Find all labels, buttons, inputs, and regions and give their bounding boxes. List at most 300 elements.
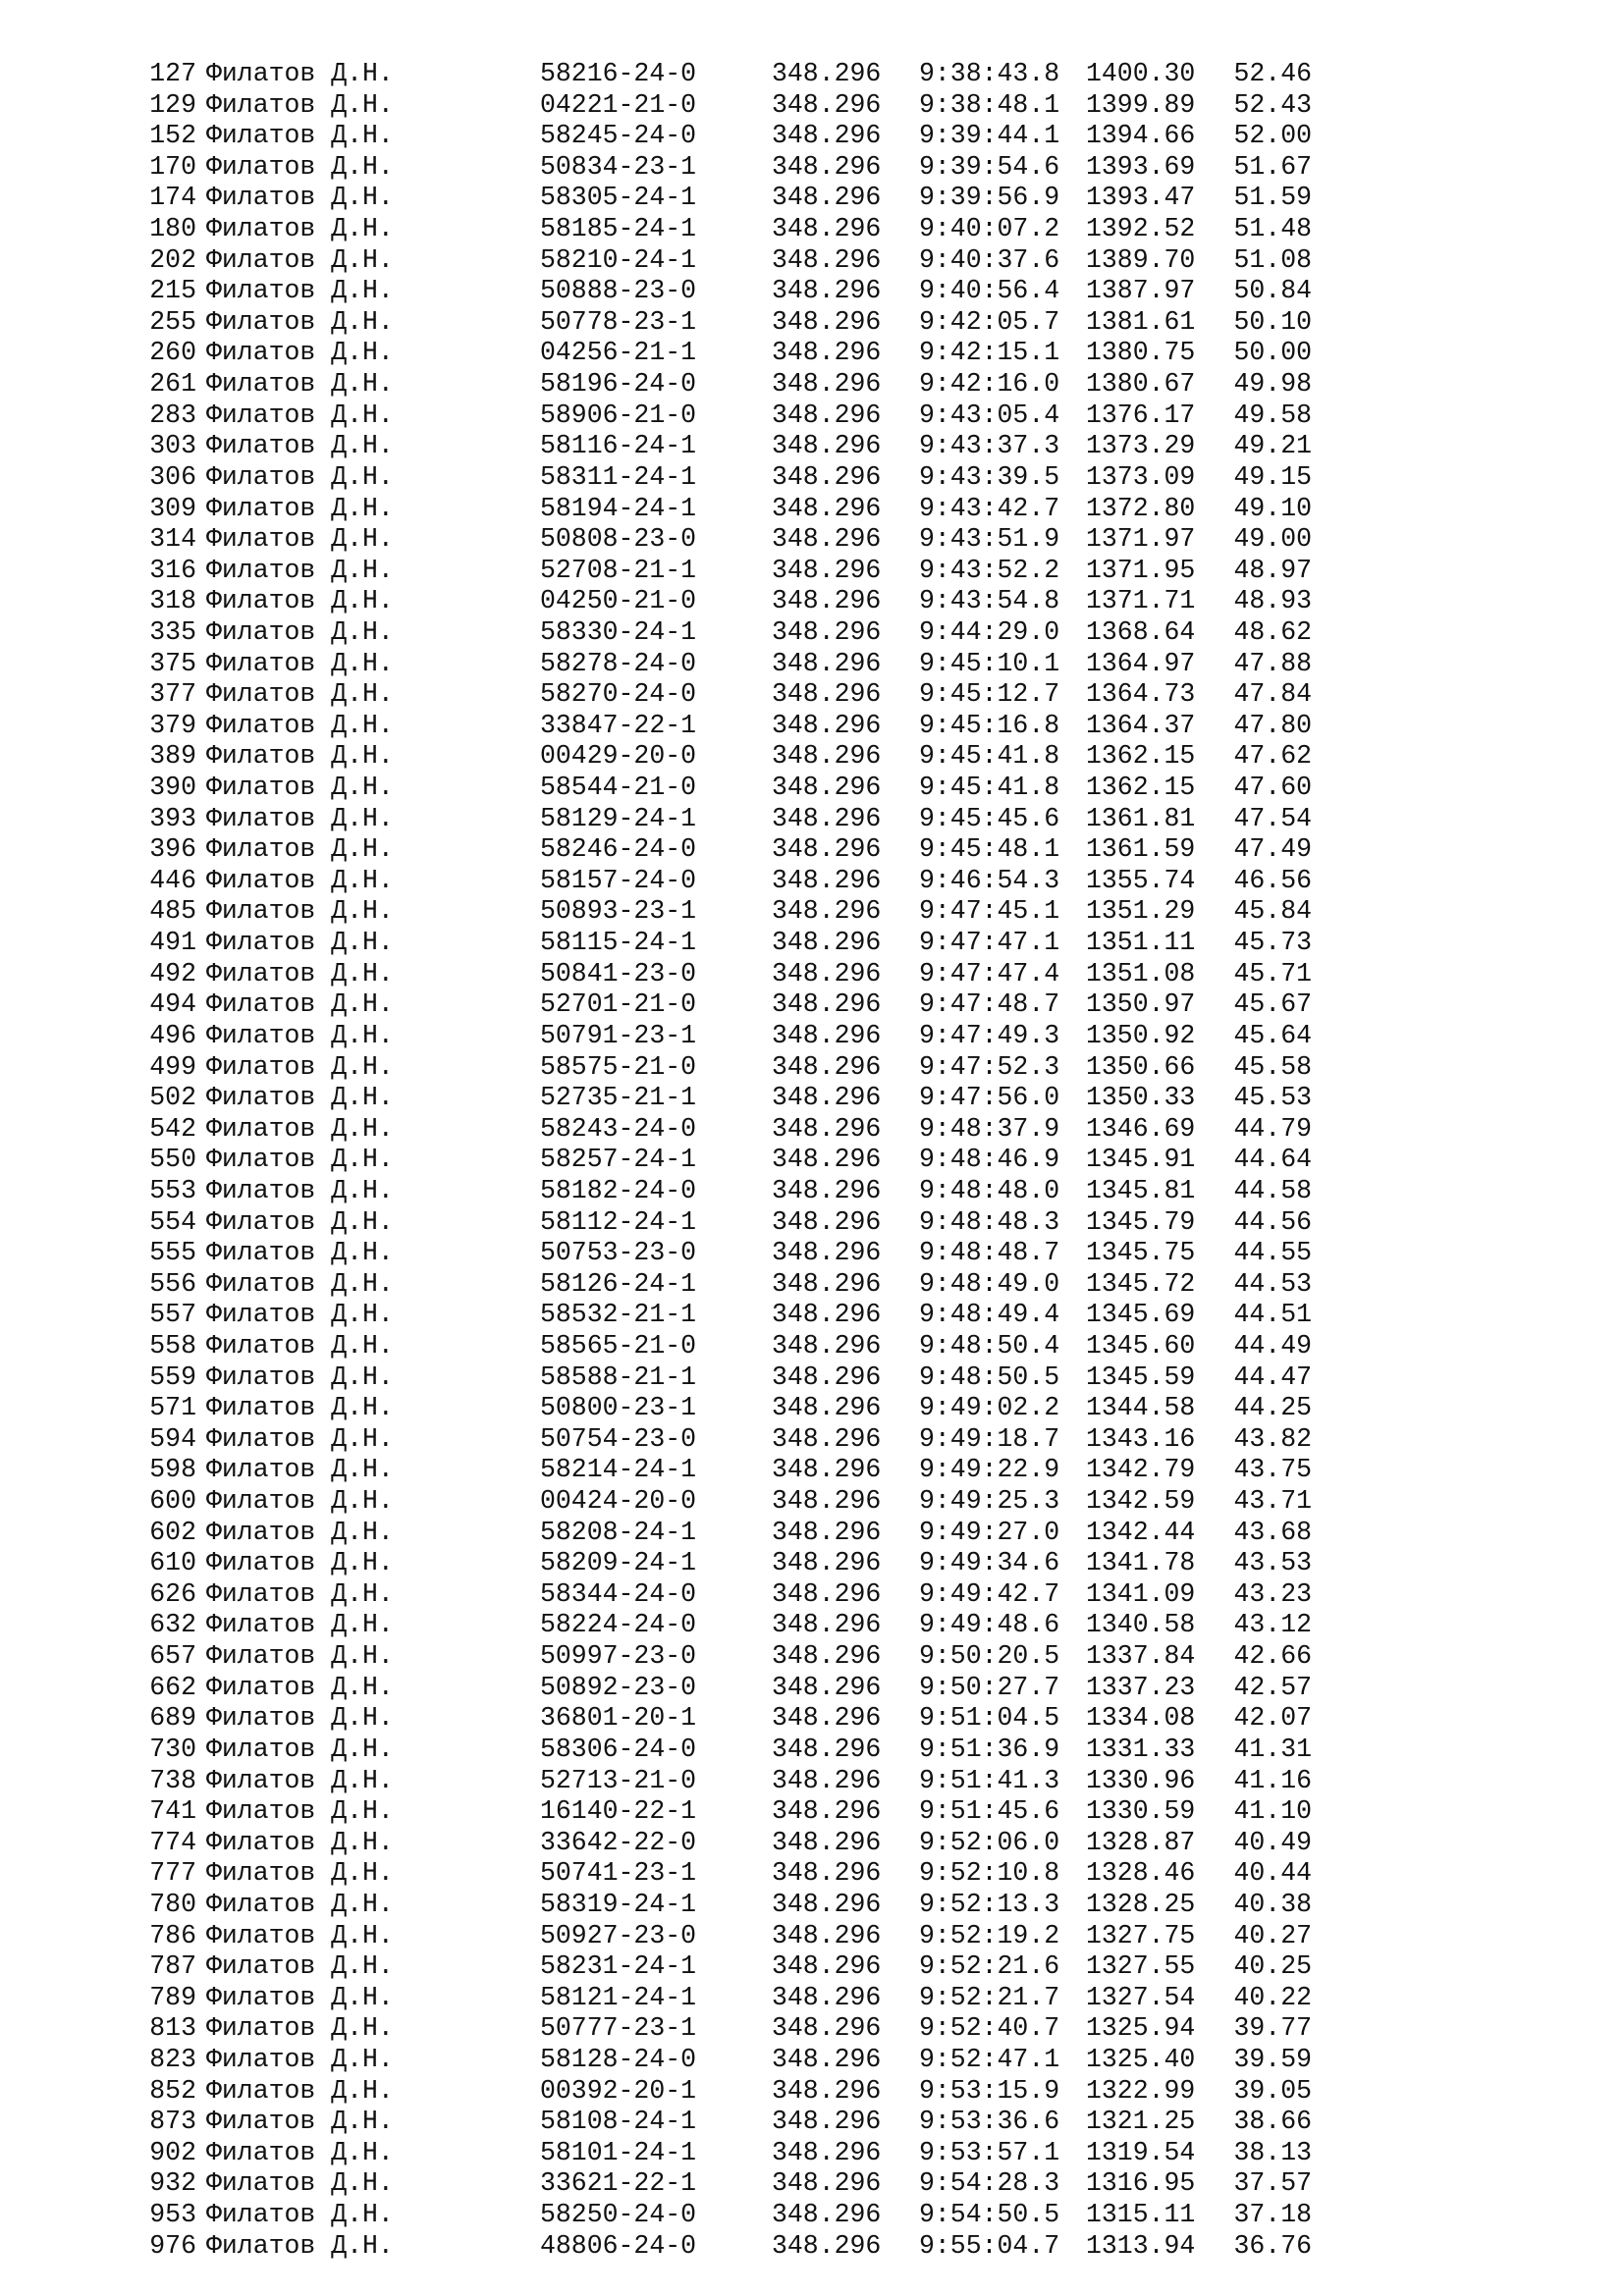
arrival-time: 9:38:43.8: [919, 59, 1060, 88]
speed-value: 1321.25: [1086, 2107, 1196, 2137]
arrival-time: 9:47:48.7: [919, 989, 1060, 1020]
arrival-time: 9:52:21.7: [919, 1982, 1060, 2012]
points-value: 45.84: [1233, 896, 1312, 927]
speed-value: 1364.73: [1086, 679, 1196, 710]
arrival-time: 9:48:48.3: [919, 1206, 1060, 1237]
place-number: 283: [149, 400, 196, 430]
fancier-name: Филатов Д.Н.: [206, 896, 394, 927]
result-row: [0, 959, 1624, 990]
arrival-time: 9:52:10.8: [919, 1858, 1060, 1889]
fancier-name: Филатов Д.Н.: [206, 1486, 394, 1517]
ring-number: 58906-21-0: [540, 400, 697, 430]
result-row: [0, 2168, 1624, 2200]
fancier-name: Филатов Д.Н.: [206, 555, 394, 585]
distance-value: 348.296: [772, 803, 882, 833]
ring-number: 33621-22-1: [540, 2168, 697, 2199]
speed-value: 1342.79: [1086, 1455, 1196, 1485]
points-value: 50.00: [1233, 338, 1312, 368]
distance-value: 348.296: [772, 958, 882, 988]
distance-value: 348.296: [772, 1083, 882, 1113]
place-number: 741: [149, 1796, 196, 1827]
ring-number: 58196-24-0: [540, 369, 697, 400]
ring-number: 58157-24-0: [540, 865, 697, 895]
distance-value: 348.296: [772, 214, 882, 244]
fancier-name: Филатов Д.Н.: [206, 1423, 394, 1454]
ring-number: 50841-23-0: [540, 958, 697, 988]
distance-value: 348.296: [772, 121, 882, 151]
fancier-name: Филатов Д.Н.: [206, 1796, 394, 1827]
place-number: 379: [149, 710, 196, 740]
result-row: [0, 2013, 1624, 2045]
ring-number: 00392-20-1: [540, 2075, 697, 2106]
ring-number: 50791-23-1: [540, 1020, 697, 1050]
distance-value: 348.296: [772, 1734, 882, 1764]
distance-value: 348.296: [772, 183, 882, 213]
distance-value: 348.296: [772, 1889, 882, 1919]
result-row: [0, 1641, 1624, 1673]
arrival-time: 9:54:28.3: [919, 2168, 1060, 2199]
ring-number: 58194-24-1: [540, 493, 697, 523]
points-value: 39.77: [1233, 2013, 1312, 2044]
ring-number: 04256-21-1: [540, 338, 697, 368]
distance-value: 348.296: [772, 1796, 882, 1827]
place-number: 610: [149, 1548, 196, 1578]
place-number: 555: [149, 1238, 196, 1268]
speed-value: 1345.91: [1086, 1145, 1196, 1175]
points-value: 40.38: [1233, 1889, 1312, 1919]
speed-value: 1337.23: [1086, 1672, 1196, 1702]
points-value: 52.46: [1233, 59, 1312, 88]
place-number: 902: [149, 2137, 196, 2167]
arrival-time: 9:45:41.8: [919, 773, 1060, 803]
place-number: 594: [149, 1423, 196, 1454]
arrival-time: 9:52:06.0: [919, 1827, 1060, 1857]
speed-value: 1340.58: [1086, 1610, 1196, 1640]
points-value: 45.67: [1233, 989, 1312, 1020]
ring-number: 33642-22-0: [540, 1827, 697, 1857]
place-number: 215: [149, 276, 196, 306]
fancier-name: Филатов Д.Н.: [206, 1238, 394, 1268]
arrival-time: 9:51:41.3: [919, 1765, 1060, 1795]
result-row: [0, 1951, 1624, 1983]
place-number: 127: [149, 59, 196, 88]
distance-value: 348.296: [772, 773, 882, 803]
ring-number: 58257-24-1: [540, 1145, 697, 1175]
fancier-name: Филатов Д.Н.: [206, 1610, 394, 1640]
fancier-name: Филатов Д.Н.: [206, 244, 394, 275]
result-row: [0, 1610, 1624, 1641]
result-row: [0, 928, 1624, 959]
place-number: 559: [149, 1362, 196, 1392]
distance-value: 348.296: [772, 1951, 882, 1982]
points-value: 49.58: [1233, 400, 1312, 430]
place-number: 174: [149, 183, 196, 213]
ring-number: 50893-23-1: [540, 896, 697, 927]
distance-value: 348.296: [772, 1300, 882, 1330]
ring-number: 33847-22-1: [540, 710, 697, 740]
distance-value: 348.296: [772, 989, 882, 1020]
distance-value: 348.296: [772, 1920, 882, 1950]
points-value: 44.79: [1233, 1113, 1312, 1144]
fancier-name: Филатов Д.Н.: [206, 1051, 394, 1082]
result-row: [0, 307, 1624, 339]
ring-number: 58185-24-1: [540, 214, 697, 244]
fancier-name: Филатов Д.Н.: [206, 59, 394, 88]
distance-value: 348.296: [772, 1362, 882, 1392]
points-value: 42.57: [1233, 1672, 1312, 1702]
ring-number: 58208-24-1: [540, 1517, 697, 1547]
result-row: [0, 1796, 1624, 1828]
distance-value: 348.296: [772, 1827, 882, 1857]
arrival-time: 9:42:15.1: [919, 338, 1060, 368]
ring-number: 52713-21-0: [540, 1765, 697, 1795]
distance-value: 348.296: [772, 679, 882, 710]
speed-value: 1328.25: [1086, 1889, 1196, 1919]
arrival-time: 9:47:56.0: [919, 1083, 1060, 1113]
ring-number: 58532-21-1: [540, 1300, 697, 1330]
place-number: 389: [149, 741, 196, 772]
points-value: 47.88: [1233, 648, 1312, 678]
fancier-name: Филатов Д.Н.: [206, 958, 394, 988]
distance-value: 348.296: [772, 2230, 882, 2261]
distance-value: 348.296: [772, 741, 882, 772]
fancier-name: Филатов Д.Н.: [206, 834, 394, 865]
speed-value: 1342.44: [1086, 1517, 1196, 1547]
ring-number: 58344-24-0: [540, 1578, 697, 1609]
arrival-time: 9:47:47.4: [919, 958, 1060, 988]
place-number: 375: [149, 648, 196, 678]
points-value: 44.56: [1233, 1206, 1312, 1237]
ring-number: 58231-24-1: [540, 1951, 697, 1982]
ring-number: 58305-24-1: [540, 183, 697, 213]
distance-value: 348.296: [772, 431, 882, 461]
arrival-time: 9:43:54.8: [919, 586, 1060, 616]
fancier-name: Филатов Д.Н.: [206, 1578, 394, 1609]
place-number: 542: [149, 1113, 196, 1144]
result-row: [0, 1114, 1624, 1146]
result-row: [0, 1207, 1624, 1239]
arrival-time: 9:43:51.9: [919, 524, 1060, 555]
place-number: 571: [149, 1393, 196, 1423]
place-number: 556: [149, 1268, 196, 1299]
place-number: 492: [149, 958, 196, 988]
result-row: [0, 679, 1624, 711]
arrival-time: 9:45:48.1: [919, 834, 1060, 865]
arrival-time: 9:40:56.4: [919, 276, 1060, 306]
result-row: [0, 2045, 1624, 2076]
arrival-time: 9:52:21.6: [919, 1951, 1060, 1982]
ring-number: 58108-24-1: [540, 2107, 697, 2137]
speed-value: 1351.08: [1086, 958, 1196, 988]
place-number: 774: [149, 1827, 196, 1857]
arrival-time: 9:48:46.9: [919, 1145, 1060, 1175]
place-number: 689: [149, 1703, 196, 1734]
result-row: [0, 1362, 1624, 1394]
fancier-name: Филатов Д.Н.: [206, 400, 394, 430]
points-value: 47.62: [1233, 741, 1312, 772]
arrival-time: 9:48:50.4: [919, 1330, 1060, 1361]
place-number: 318: [149, 586, 196, 616]
speed-value: 1334.08: [1086, 1703, 1196, 1734]
fancier-name: Филатов Д.Н.: [206, 1113, 394, 1144]
place-number: 976: [149, 2230, 196, 2261]
fancier-name: Филатов Д.Н.: [206, 276, 394, 306]
points-value: 50.84: [1233, 276, 1312, 306]
result-row: [0, 1393, 1624, 1424]
fancier-name: Филатов Д.Н.: [206, 928, 394, 958]
fancier-name: Филатов Д.Н.: [206, 2168, 394, 2199]
speed-value: 1330.59: [1086, 1796, 1196, 1827]
arrival-time: 9:39:56.9: [919, 183, 1060, 213]
place-number: 550: [149, 1145, 196, 1175]
result-row: [0, 617, 1624, 649]
distance-value: 348.296: [772, 1858, 882, 1889]
distance-value: 348.296: [772, 865, 882, 895]
place-number: 335: [149, 616, 196, 647]
result-row: [0, 59, 1624, 90]
points-value: 44.51: [1233, 1300, 1312, 1330]
points-value: 43.71: [1233, 1486, 1312, 1517]
distance-value: 348.296: [772, 1548, 882, 1578]
ring-number: 58250-24-0: [540, 2200, 697, 2230]
place-number: 598: [149, 1455, 196, 1485]
fancier-name: Филатов Д.Н.: [206, 151, 394, 182]
points-value: 44.25: [1233, 1393, 1312, 1423]
arrival-time: 9:48:49.4: [919, 1300, 1060, 1330]
arrival-time: 9:45:16.8: [919, 710, 1060, 740]
points-value: 37.18: [1233, 2200, 1312, 2230]
distance-value: 348.296: [772, 1982, 882, 2012]
place-number: 553: [149, 1175, 196, 1205]
distance-value: 348.296: [772, 616, 882, 647]
distance-value: 348.296: [772, 1641, 882, 1672]
points-value: 45.58: [1233, 1051, 1312, 1082]
distance-value: 348.296: [772, 493, 882, 523]
result-row: [0, 1766, 1624, 1797]
distance-value: 348.296: [772, 1175, 882, 1205]
distance-value: 348.296: [772, 896, 882, 927]
result-row: [0, 400, 1624, 432]
ring-number: 58216-24-0: [540, 59, 697, 88]
ring-number: 58126-24-1: [540, 1268, 697, 1299]
points-value: 48.62: [1233, 616, 1312, 647]
arrival-time: 9:48:49.0: [919, 1268, 1060, 1299]
fancier-name: Филатов Д.Н.: [206, 89, 394, 120]
result-row: [0, 276, 1624, 307]
place-number: 496: [149, 1020, 196, 1050]
result-row: [0, 2200, 1624, 2231]
ring-number: 50778-23-1: [540, 306, 697, 337]
ring-number: 00424-20-0: [540, 1486, 697, 1517]
arrival-time: 9:40:37.6: [919, 244, 1060, 275]
ring-number: 50834-23-1: [540, 151, 697, 182]
fancier-name: Филатов Д.Н.: [206, 1268, 394, 1299]
result-row: [0, 462, 1624, 494]
distance-value: 348.296: [772, 151, 882, 182]
points-value: 43.68: [1233, 1517, 1312, 1547]
distance-value: 348.296: [772, 1672, 882, 1702]
place-number: 261: [149, 369, 196, 400]
points-value: 39.05: [1233, 2075, 1312, 2106]
speed-value: 1350.97: [1086, 989, 1196, 1020]
points-value: 40.25: [1233, 1951, 1312, 1982]
speed-value: 1387.97: [1086, 276, 1196, 306]
arrival-time: 9:43:05.4: [919, 400, 1060, 430]
distance-value: 348.296: [772, 586, 882, 616]
place-number: 491: [149, 928, 196, 958]
points-value: 51.67: [1233, 151, 1312, 182]
result-row: [0, 711, 1624, 742]
speed-value: 1346.69: [1086, 1113, 1196, 1144]
ring-number: 52735-21-1: [540, 1083, 697, 1113]
result-row: [0, 494, 1624, 525]
ring-number: 58278-24-0: [540, 648, 697, 678]
ring-number: 58588-21-1: [540, 1362, 697, 1392]
fancier-name: Филатов Д.Н.: [206, 773, 394, 803]
points-value: 46.56: [1233, 865, 1312, 895]
speed-value: 1315.11: [1086, 2200, 1196, 2230]
arrival-time: 9:39:44.1: [919, 121, 1060, 151]
fancier-name: Филатов Д.Н.: [206, 1517, 394, 1547]
speed-value: 1392.52: [1086, 214, 1196, 244]
result-row: [0, 1579, 1624, 1611]
ring-number: 48806-24-0: [540, 2230, 697, 2261]
result-row: [0, 1145, 1624, 1176]
arrival-time: 9:43:42.7: [919, 493, 1060, 523]
arrival-time: 9:42:16.0: [919, 369, 1060, 400]
distance-value: 348.296: [772, 1145, 882, 1175]
arrival-time: 9:45:12.7: [919, 679, 1060, 710]
speed-value: 1371.95: [1086, 555, 1196, 585]
result-row: [0, 183, 1624, 214]
speed-value: 1327.75: [1086, 1920, 1196, 1950]
fancier-name: Филатов Д.Н.: [206, 493, 394, 523]
result-row: [0, 1890, 1624, 1921]
speed-value: 1351.11: [1086, 928, 1196, 958]
distance-value: 348.296: [772, 1051, 882, 1082]
points-value: 43.12: [1233, 1610, 1312, 1640]
distance-value: 348.296: [772, 306, 882, 337]
ring-number: 58116-24-1: [540, 431, 697, 461]
speed-value: 1330.96: [1086, 1765, 1196, 1795]
result-row: [0, 245, 1624, 277]
speed-value: 1364.97: [1086, 648, 1196, 678]
result-row: [0, 369, 1624, 400]
points-value: 47.49: [1233, 834, 1312, 865]
arrival-time: 9:51:04.5: [919, 1703, 1060, 1734]
place-number: 657: [149, 1641, 196, 1672]
ring-number: 50741-23-1: [540, 1858, 697, 1889]
result-row: [0, 524, 1624, 556]
result-row: [0, 90, 1624, 122]
arrival-time: 9:49:22.9: [919, 1455, 1060, 1485]
fancier-name: Филатов Д.Н.: [206, 2013, 394, 2044]
ring-number: 58246-24-0: [540, 834, 697, 865]
points-value: 40.44: [1233, 1858, 1312, 1889]
distance-value: 348.296: [772, 461, 882, 492]
fancier-name: Филатов Д.Н.: [206, 1083, 394, 1113]
speed-value: 1371.71: [1086, 586, 1196, 616]
arrival-time: 9:47:49.3: [919, 1020, 1060, 1050]
arrival-time: 9:48:48.7: [919, 1238, 1060, 1268]
arrival-time: 9:49:48.6: [919, 1610, 1060, 1640]
result-row: [0, 804, 1624, 835]
place-number: 662: [149, 1672, 196, 1702]
ring-number: 50927-23-0: [540, 1920, 697, 1950]
speed-value: 1380.67: [1086, 369, 1196, 400]
place-number: 485: [149, 896, 196, 927]
fancier-name: Филатов Д.Н.: [206, 1951, 394, 1982]
distance-value: 348.296: [772, 2107, 882, 2137]
points-value: 45.71: [1233, 958, 1312, 988]
ring-number: 58243-24-0: [540, 1113, 697, 1144]
points-value: 40.27: [1233, 1920, 1312, 1950]
ring-number: 50808-23-0: [540, 524, 697, 555]
arrival-time: 9:47:52.3: [919, 1051, 1060, 1082]
distance-value: 348.296: [772, 555, 882, 585]
speed-value: 1373.29: [1086, 431, 1196, 461]
fancier-name: Филатов Д.Н.: [206, 338, 394, 368]
result-row: [0, 152, 1624, 184]
fancier-name: Филатов Д.Н.: [206, 1920, 394, 1950]
points-value: 43.82: [1233, 1423, 1312, 1454]
ring-number: 58182-24-0: [540, 1175, 697, 1205]
speed-value: 1393.69: [1086, 151, 1196, 182]
result-row: [0, 989, 1624, 1021]
ring-number: 58101-24-1: [540, 2137, 697, 2167]
result-row: [0, 1983, 1624, 2014]
points-value: 37.57: [1233, 2168, 1312, 2199]
arrival-time: 9:55:04.7: [919, 2230, 1060, 2261]
result-row: [0, 1486, 1624, 1518]
fancier-name: Филатов Д.Н.: [206, 1641, 394, 1672]
distance-value: 348.296: [772, 89, 882, 120]
points-value: 44.53: [1233, 1268, 1312, 1299]
arrival-time: 9:47:45.1: [919, 896, 1060, 927]
distance-value: 348.296: [772, 244, 882, 275]
place-number: 260: [149, 338, 196, 368]
speed-value: 1351.29: [1086, 896, 1196, 927]
speed-value: 1325.40: [1086, 2045, 1196, 2074]
distance-value: 348.296: [772, 369, 882, 400]
result-row: [0, 1238, 1624, 1269]
speed-value: 1344.58: [1086, 1393, 1196, 1423]
ring-number: 50997-23-0: [540, 1641, 697, 1672]
place-number: 813: [149, 2013, 196, 2044]
speed-value: 1368.64: [1086, 616, 1196, 647]
ring-number: 50892-23-0: [540, 1672, 697, 1702]
speed-value: 1361.59: [1086, 834, 1196, 865]
distance-value: 348.296: [772, 1268, 882, 1299]
arrival-time: 9:48:48.0: [919, 1175, 1060, 1205]
distance-value: 348.296: [772, 338, 882, 368]
fancier-name: Филатов Д.Н.: [206, 1206, 394, 1237]
ring-number: 58129-24-1: [540, 803, 697, 833]
distance-value: 348.296: [772, 276, 882, 306]
points-value: 40.49: [1233, 1827, 1312, 1857]
speed-value: 1355.74: [1086, 865, 1196, 895]
result-row: [0, 1455, 1624, 1486]
place-number: 202: [149, 244, 196, 275]
speed-value: 1350.33: [1086, 1083, 1196, 1113]
points-value: 52.43: [1233, 89, 1312, 120]
fancier-name: Филатов Д.Н.: [206, 1020, 394, 1050]
result-row: [0, 1735, 1624, 1766]
fancier-name: Филатов Д.Н.: [206, 214, 394, 244]
fancier-name: Филатов Д.Н.: [206, 1889, 394, 1919]
fancier-name: Филатов Д.Н.: [206, 1455, 394, 1485]
arrival-time: 9:51:36.9: [919, 1734, 1060, 1764]
